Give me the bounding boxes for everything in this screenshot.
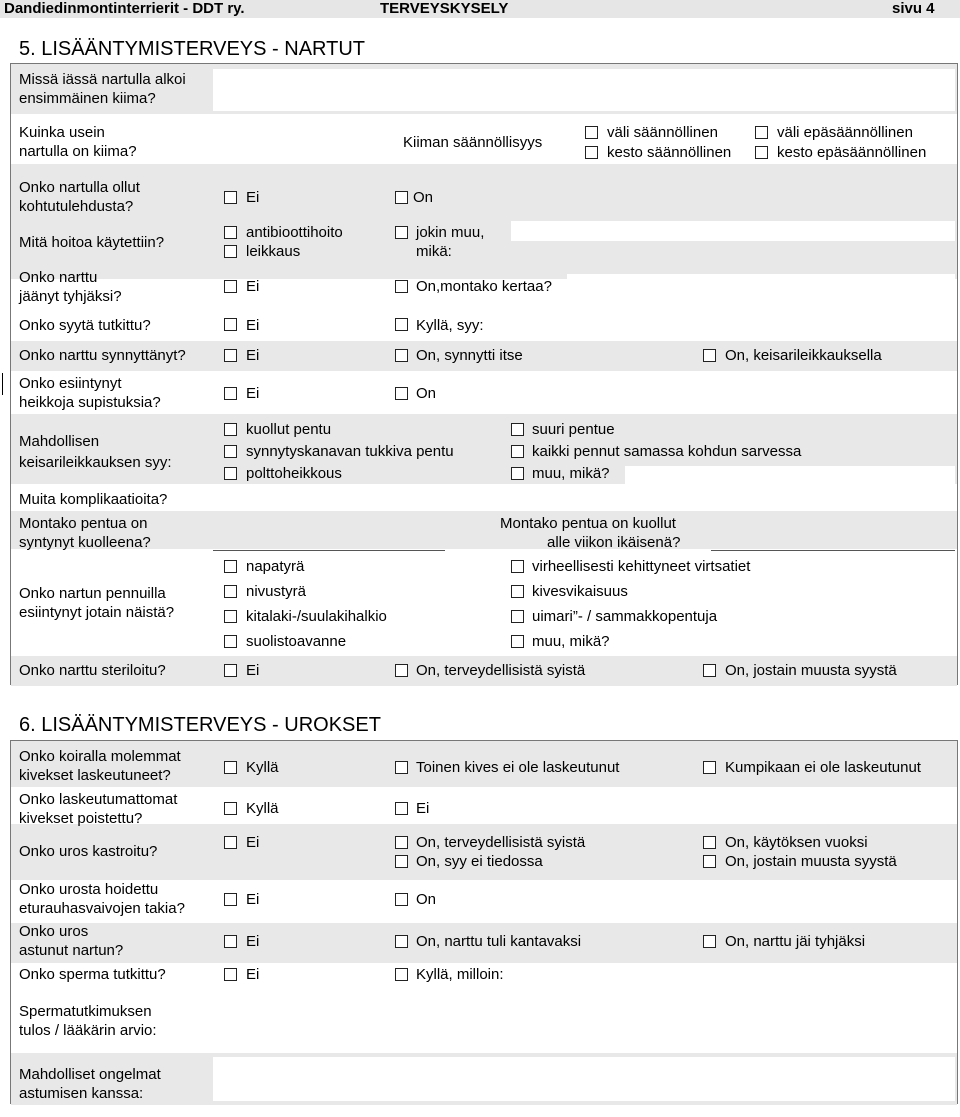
duration-irregular-label: kesto epäsäännöllinen: [777, 144, 927, 161]
urinary-checkbox[interactable]: [511, 560, 524, 573]
csection-other-checkbox[interactable]: [511, 467, 524, 480]
blocking-pup-label: synnytyskanavan tukkiva pentu: [246, 443, 454, 460]
q-uterus-2: kohtutulehdusta?: [19, 198, 134, 215]
puppy-other-checkbox[interactable]: [511, 635, 524, 648]
section-6-table: [10, 740, 958, 1104]
empty-yes-checkbox[interactable]: [395, 280, 408, 293]
duration-regular-checkbox[interactable]: [585, 146, 598, 159]
surgery-label: leikkaus: [246, 243, 301, 260]
section-6-title: 6. LISÄÄNTYMISTERVEYS - UROKSET: [19, 714, 381, 736]
org-name: Dandiedinmontinterrierit - DDT ry.: [4, 0, 245, 17]
birth-csection-checkbox[interactable]: [703, 349, 716, 362]
heat-regularity-label: Kiiman säännöllisyys: [403, 134, 543, 151]
page-number: sivu 4: [892, 0, 935, 17]
q-removed: Onko laskeutumattomat: [19, 791, 178, 808]
castrated-other-label: On, jostain muusta syystä: [725, 853, 897, 870]
empty-yes-label: On,montako kertaa?: [416, 278, 552, 295]
castrated-health-checkbox[interactable]: [395, 836, 408, 849]
prostate-yes-label: On: [416, 891, 437, 908]
surgery-checkbox[interactable]: [224, 245, 237, 258]
weak-no-label: Ei: [246, 385, 260, 402]
sperm-result-input[interactable]: [213, 996, 955, 1046]
prostate-no-label: Ei: [246, 891, 260, 908]
sperm-no-checkbox[interactable]: [224, 968, 237, 981]
sterilized-other-label: On, jostain muusta syystä: [725, 662, 897, 679]
uterus-no-checkbox[interactable]: [224, 191, 237, 204]
other-treatment-label-2: mikä:: [416, 243, 452, 260]
neither-label: Kumpikaan ei ole laskeutunut: [725, 759, 921, 776]
mating-problems-input[interactable]: [213, 1057, 955, 1101]
antibiotic-checkbox[interactable]: [224, 226, 237, 239]
weak-yes-label: On: [416, 385, 437, 402]
q-descended: Onko koiralla molemmat: [19, 748, 181, 765]
descended-yes-checkbox[interactable]: [224, 761, 237, 774]
prostate-no-checkbox[interactable]: [224, 893, 237, 906]
uterus-yes-checkbox[interactable]: [395, 191, 408, 204]
heat-freq-input[interactable]: [213, 116, 397, 160]
q-csection: Mahdollisen: [19, 433, 100, 450]
puppy-other-label: muu, mikä?: [532, 633, 610, 650]
interval-regular-checkbox[interactable]: [585, 126, 598, 139]
q-prostate-2: eturauhasvaivojen takia?: [19, 900, 185, 917]
mated-pregnant-label: On, narttu tuli kantavaksi: [416, 933, 582, 950]
sterilized-health-checkbox[interactable]: [395, 664, 408, 677]
intestinal-label: suolistoavanne: [246, 633, 347, 650]
q-sterilized: Onko narttu steriloitu?: [19, 662, 166, 679]
q-stillborn: Montako pentua on: [19, 515, 148, 532]
cause-yes-label: Kyllä, syy:: [416, 317, 484, 334]
one-not-checkbox[interactable]: [395, 761, 408, 774]
sperm-yes-checkbox[interactable]: [395, 968, 408, 981]
birth-no-label: Ei: [246, 347, 260, 364]
castrated-behavior-checkbox[interactable]: [703, 836, 716, 849]
q-puppies: Onko nartun pennuilla: [19, 585, 166, 602]
cleft-palate-label: kitalaki-/suulakihalkio: [246, 608, 387, 625]
q-stillborn-2: syntynyt kuolleena?: [19, 534, 151, 551]
big-litter-checkbox[interactable]: [511, 423, 524, 436]
uterus-yes-label: On: [413, 189, 434, 206]
section-5-title: 5. LISÄÄNTYMISTERVEYS - NARTUT: [19, 38, 366, 60]
q-treatment: Mitä hoitoa käytettiin?: [19, 234, 165, 251]
removed-no-label: Ei: [416, 800, 430, 817]
urinary-label: virheellisesti kehittyneet virtsatiet: [532, 558, 751, 575]
csection-other-input[interactable]: [625, 466, 955, 486]
q-week-dead: Montako pentua on kuollut: [500, 515, 676, 532]
q-result-2: tulos / lääkärin arvio:: [19, 1022, 157, 1039]
castrated-no-label: Ei: [246, 834, 260, 851]
row-bg: [11, 511, 957, 549]
same-horn-checkbox[interactable]: [511, 445, 524, 458]
q-empty-2: jäänyt tyhjäksi?: [19, 288, 122, 305]
birth-self-checkbox[interactable]: [395, 349, 408, 362]
q-empty: Onko narttu: [19, 269, 98, 286]
mated-pregnant-checkbox[interactable]: [395, 935, 408, 948]
removed-no-checkbox[interactable]: [395, 802, 408, 815]
castrated-no-checkbox[interactable]: [224, 836, 237, 849]
sterilized-health-label: On, terveydellisistä syistä: [416, 662, 586, 679]
birth-csection-label: On, keisarileikkauksella: [725, 347, 882, 364]
section-5-table: [10, 63, 958, 685]
page-header: [0, 0, 960, 18]
duration-regular-label: kesto säännöllinen: [607, 144, 732, 161]
birth-self-label: On, synnytti itse: [416, 347, 523, 364]
interval-irregular-label: väli epäsäännöllinen: [777, 124, 913, 141]
castrated-health-label: On, terveydellisistä syistä: [416, 834, 586, 851]
sterilized-no-label: Ei: [246, 662, 260, 679]
q-puppies-2: esiintynyt jotain näistä?: [19, 604, 175, 621]
puppy-other-input[interactable]: [625, 632, 955, 652]
cause-input[interactable]: [511, 314, 955, 336]
cause-no-checkbox[interactable]: [224, 318, 237, 331]
empty-times-input[interactable]: [567, 274, 955, 296]
castrated-other-checkbox[interactable]: [703, 855, 716, 868]
q-heat-freq: Kuinka usein: [19, 124, 105, 141]
q-descended-2: kivekset laskeutuneet?: [19, 767, 171, 784]
q-weak: Onko esiintynyt: [19, 375, 122, 392]
mated-empty-checkbox[interactable]: [703, 935, 716, 948]
big-litter-label: suuri pentue: [532, 421, 615, 438]
q-uterus: Onko nartulla ollut: [19, 179, 140, 196]
q-csection-2: keisarileikkauksen syy:: [19, 454, 172, 471]
castrated-unknown-label: On, syy ei tiedossa: [416, 853, 543, 870]
q-problems: Mahdolliset ongelmat: [19, 1066, 161, 1083]
first-heat-input[interactable]: [213, 69, 955, 111]
neither-checkbox[interactable]: [703, 761, 716, 774]
q-mated-2: astunut nartun?: [19, 942, 124, 959]
dead-pup-label: kuollut pentu: [246, 421, 332, 438]
q-removed-2: kivekset poistettu?: [19, 810, 143, 827]
cleft-palate-checkbox[interactable]: [224, 610, 237, 623]
q-cause: Onko syytä tutkittu?: [19, 317, 151, 334]
empty-no-checkbox[interactable]: [224, 280, 237, 293]
q-mated: Onko uros: [19, 923, 89, 940]
prostate-yes-checkbox[interactable]: [395, 893, 408, 906]
sterilized-no-checkbox[interactable]: [224, 664, 237, 677]
q-first-heat-2: ensimmäinen kiima?: [19, 90, 156, 107]
swimmer-checkbox[interactable]: [511, 610, 524, 623]
other-treatment-input[interactable]: [511, 221, 955, 241]
interval-irregular-checkbox[interactable]: [755, 126, 768, 139]
removed-yes-label: Kyllä: [246, 800, 279, 817]
q-first-heat: Missä iässä nartulla alkoi: [19, 71, 186, 88]
testicle-checkbox[interactable]: [511, 585, 524, 598]
weak-contractions-label: polttoheikkous: [246, 465, 342, 482]
q-week-dead-2: alle viikon ikäisenä?: [547, 534, 681, 551]
weak-yes-checkbox[interactable]: [395, 387, 408, 400]
castrated-behavior-label: On, käytöksen vuoksi: [725, 834, 868, 851]
csection-other-label: muu, mikä?: [532, 465, 610, 482]
other-treatment-label: jokin muu,: [416, 224, 485, 241]
sperm-date-input[interactable]: [535, 965, 955, 987]
mated-no-label: Ei: [246, 933, 260, 950]
q-weak-2: heikkoja supistuksia?: [19, 394, 161, 411]
q-result: Spermatutkimuksen: [19, 1003, 152, 1020]
q-sperm: Onko sperma tutkittu?: [19, 966, 166, 983]
removed-yes-checkbox[interactable]: [224, 802, 237, 815]
descended-yes-label: Kyllä: [246, 759, 279, 776]
umbilical-hernia-label: napatyrä: [246, 558, 305, 575]
same-horn-label: kaikki pennut samassa kohdun sarvessa: [532, 443, 802, 460]
q-problems-2: astumisen kanssa:: [19, 1085, 144, 1102]
q-castrated: Onko uros kastroitu?: [19, 843, 158, 860]
castrated-unknown-checkbox[interactable]: [395, 855, 408, 868]
q-complications: Muita komplikaatioita?: [19, 491, 168, 508]
duration-irregular-checkbox[interactable]: [755, 146, 768, 159]
sterilized-other-checkbox[interactable]: [703, 664, 716, 677]
document-title: TERVEYSKYSELY: [380, 0, 509, 17]
blocking-pup-checkbox[interactable]: [224, 445, 237, 458]
cause-no-label: Ei: [246, 317, 260, 334]
uterus-no-label: Ei: [246, 189, 260, 206]
other-treatment-checkbox[interactable]: [395, 226, 408, 239]
sperm-no-label: Ei: [246, 966, 260, 983]
swimmer-label: uimari”- / sammakkopentuja: [532, 608, 718, 625]
intestinal-checkbox[interactable]: [224, 635, 237, 648]
change-bar: [2, 373, 3, 395]
q-prostate: Onko urosta hoidettu: [19, 881, 159, 898]
weak-contractions-checkbox[interactable]: [224, 467, 237, 480]
one-not-label: Toinen kives ei ole laskeutunut: [416, 759, 620, 776]
q-given-birth: Onko narttu synnyttänyt?: [19, 347, 186, 364]
inguinal-hernia-label: nivustyrä: [246, 583, 307, 600]
stillborn-line: [213, 550, 445, 551]
week-dead-line: [711, 550, 955, 551]
sperm-yes-label: Kyllä, milloin:: [416, 966, 504, 983]
umbilical-hernia-checkbox[interactable]: [224, 560, 237, 573]
mated-no-checkbox[interactable]: [224, 935, 237, 948]
q-heat-freq-2: nartulla on kiima?: [19, 143, 137, 160]
empty-no-label: Ei: [246, 278, 260, 295]
antibiotic-label: antibioottihoito: [246, 224, 343, 241]
mated-empty-label: On, narttu jäi tyhjäksi: [725, 933, 866, 950]
inguinal-hernia-checkbox[interactable]: [224, 585, 237, 598]
complications-input[interactable]: [213, 489, 955, 509]
weak-no-checkbox[interactable]: [224, 387, 237, 400]
dead-pup-checkbox[interactable]: [224, 423, 237, 436]
interval-regular-label: väli säännöllinen: [607, 124, 718, 141]
cause-yes-checkbox[interactable]: [395, 318, 408, 331]
birth-no-checkbox[interactable]: [224, 349, 237, 362]
testicle-label: kivesvikaisuus: [532, 583, 628, 600]
